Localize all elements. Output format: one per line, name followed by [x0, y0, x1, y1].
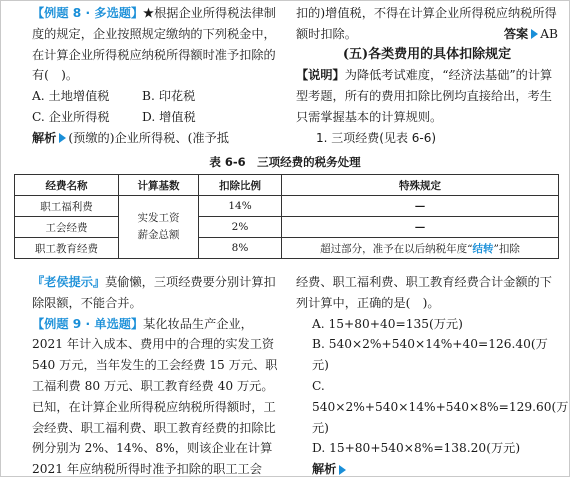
- header-rule: 特殊规定: [282, 175, 559, 196]
- option-c: C. 企业所得税: [32, 109, 110, 124]
- item-1: 1. 三项经费(见表 6-6): [316, 130, 437, 145]
- example-8-block: [32, 3, 278, 149]
- answer-value: AB: [540, 26, 558, 41]
- option-a: A. 15+80+40=135(万元): [312, 316, 463, 331]
- arrow-icon: [531, 29, 538, 39]
- table-row: [15, 238, 559, 259]
- example-8-body: 根据企业所得税法律制度的规定，企业按照规定缴纳的下列税金中，在计算企业所得税应纳税所得额时准予扣除的有( )。: [32, 6, 276, 83]
- rule-key: 结转: [472, 242, 494, 255]
- arrow-icon: [339, 465, 346, 475]
- base-line-1: 实发工资: [137, 212, 180, 224]
- section-title: (五)各类费用的具体扣除规定: [342, 46, 512, 62]
- example-8-tag: 【例题 8 · 多选题】: [32, 6, 144, 20]
- example-8-analysis: [32, 128, 278, 149]
- answer-line: [504, 24, 558, 45]
- cell-rate: 8%: [199, 238, 282, 259]
- table-header-row: [15, 175, 559, 196]
- cell-name: 工会经费: [15, 217, 119, 238]
- header-rate: 扣除比例: [199, 175, 282, 196]
- header-name: 经费名称: [15, 175, 119, 196]
- cell-name: 职工福利费: [15, 196, 119, 217]
- arrow-icon: [59, 133, 66, 143]
- option-c: C. 540×2%+540×14%+540×8%=129.60(万元): [312, 378, 569, 435]
- analysis-label: 解析: [312, 462, 337, 477]
- example-8-options: [32, 86, 278, 128]
- tip: [32, 272, 278, 314]
- example-8-question: [32, 3, 278, 86]
- table-row: [15, 196, 559, 217]
- star-icon: ★: [143, 6, 155, 20]
- tip-text: 莫偷懒，三项经费要分别计算扣除限额，不能合并。: [32, 275, 276, 310]
- note-label: 【说明】: [296, 68, 345, 83]
- option-b: B. 540×2%+540×14%+40=126.40(万元): [312, 337, 548, 373]
- cell-rate: 2%: [199, 217, 282, 238]
- cell-rate: 14%: [199, 196, 282, 217]
- option-a: A. 土地增值税: [32, 89, 110, 104]
- example-9-tag: 【例题 9 · 单选题】: [32, 316, 144, 331]
- rule-post: ”扣除: [493, 242, 520, 255]
- rule-pre: 超过部分，准予在以后纳税年度“: [320, 242, 473, 255]
- tip-label: 『老侯提示』: [32, 275, 106, 289]
- bottom-right-column: [296, 272, 569, 480]
- note-text: 为降低考试难度，“经济法基础”的计算型考题，所有的费用扣除比例均直接给出，考生只需掌握基本的计算规则。: [296, 68, 553, 124]
- analysis-text: (预缴的)企业所得税、(准予抵: [68, 130, 229, 145]
- cell-name: 职工教育经费: [15, 238, 119, 259]
- example-9-question: [32, 314, 278, 480]
- cell-rule: [282, 238, 559, 259]
- option-b: B. 印花税: [142, 89, 196, 104]
- example-8-continuation: [296, 3, 558, 45]
- right-column-top: [296, 3, 558, 149]
- funds-table: [14, 174, 559, 259]
- cell-rule: —: [282, 196, 559, 217]
- analysis-continuation: 扣的)增值税，不得在计算企业所得税应纳税所得额时扣除。: [296, 6, 557, 41]
- cell-rule: —: [282, 217, 559, 238]
- option-d: D. 15+80+540×8%=138.20(万元): [312, 441, 521, 456]
- table-caption: 表 6-6 三项经费的税务处理: [209, 155, 361, 169]
- analysis-label: 解析: [32, 130, 57, 145]
- option-d: D. 增值税: [142, 109, 196, 124]
- example-9-body: 某化妆品生产企业，2021 年计入成本、费用中的合理的实发工资 540 万元，当年发生的工会经费 15 万元、职工福利费 80 万元、职工教育经费 40 万元。已知，在计算企业所得税应纳税所得额时，工会经费、职工福利费、职工教育经费的扣除比例分别为 2%、14%、8%，则该企业在计算 2021 年应纳税所得时准予扣除的职工工会: [32, 316, 278, 477]
- bottom-left-column: [32, 272, 278, 480]
- table-row: [15, 217, 559, 238]
- cell-base: [119, 196, 199, 259]
- base-line-2: 薪金总额: [137, 229, 180, 241]
- note: [296, 65, 558, 127]
- header-base: 计算基数: [119, 175, 199, 196]
- example-9-continuation: 经费、职工福利费、职工教育经费合计金额的下列计算中，正确的是( )。: [296, 275, 552, 310]
- answer-label: 答案: [503, 26, 529, 41]
